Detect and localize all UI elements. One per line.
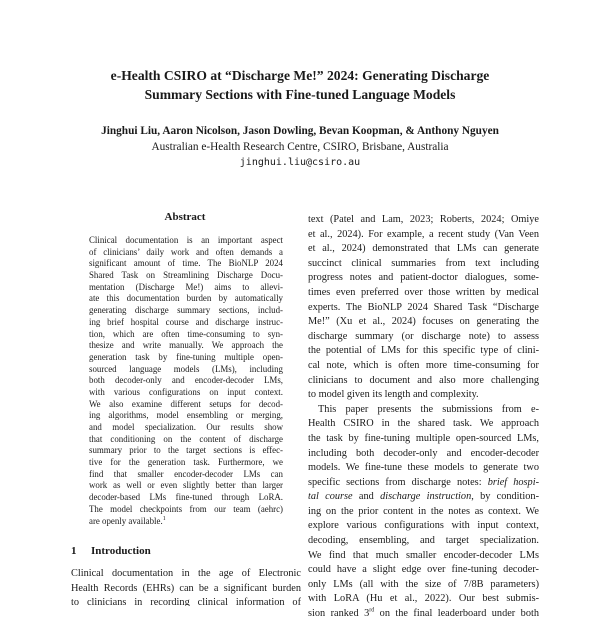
intro-line: Clinical documentation in the age of Electronic (71, 568, 301, 579)
body-text: sion ranked 3 (308, 608, 370, 617)
body-line (308, 607, 539, 617)
body-text: specific sections from discharge notes: (308, 476, 488, 488)
body-line: progress notes and patient-doctor dialogues, some- (308, 272, 539, 284)
abstract-line: generating discharge summary sections, includ- (89, 305, 283, 316)
body-line: text (Patel and Lam, 2023; Roberts, 2024; Omiye (308, 214, 539, 225)
email: jinghui.liu@csiro.au (239, 157, 361, 168)
abstract-line: both decoder-only and encoder-decoder LMs, (89, 375, 283, 386)
body-line: models. We fine-tune these models to generate two (308, 462, 539, 474)
body-line: cal note, which is often more time-consuming for (308, 359, 539, 371)
abstract-line: ate this documentation burden by automatically (89, 293, 283, 304)
abstract-line: generation task by fine-tuning multiple open- (89, 351, 283, 362)
abstract-line: find that smaller encoder-decoder LMs can (89, 468, 283, 479)
body-line: including both decoder-only and encoder-decoder (308, 447, 539, 459)
body-line: to model given its length and complexity. (308, 389, 479, 401)
abstract-line: tive for the generation task. Furthermore, we (89, 457, 283, 468)
body-text: , by condition- (471, 491, 539, 503)
section-title: Introduction (91, 545, 151, 557)
introduction-body (71, 567, 301, 606)
body-line: et al., 2024) demonstrated that LMs can generate (308, 243, 539, 255)
body-line: et al., 2024). For example, a recent study (Van Veen (308, 228, 539, 240)
abstract-line: ing algorithms, model ensembling or merging, (89, 410, 283, 421)
authors: Jinghui Liu, Aaron Nicolson, Jason Dowling, Bevan Koopman, & Anthony Nguyen (101, 125, 499, 137)
emphasis-text: brief hospi- (487, 476, 539, 488)
body-line: the potential of LMs for this specific type of clini- (308, 345, 539, 357)
abstract-line: thesize and write manually. We approach the (89, 340, 283, 351)
abstract-line: We also examine different setups for decod- (89, 398, 283, 409)
body-line: discharge summary (or discharge note) to assess (308, 330, 539, 342)
body-line: clinicians to document and also more challenging (308, 374, 539, 386)
abstract-line: with various configurations on input context. (89, 386, 283, 397)
abstract-line: mentation (Discharge Me!) aims to allevi- (89, 281, 283, 292)
body-line: experts. The BioNLP 2024 Shared Task “Discharge (308, 301, 539, 313)
abstract-line: Clinical documentation is an important aspect (89, 235, 283, 245)
emphasis-text: tal course (308, 491, 353, 503)
body-line: times even preferred over those written by medical (308, 286, 539, 298)
paper-title (40, 66, 560, 104)
body-line: ing on the prior content in the notes as context. We (308, 505, 539, 517)
ordinal-superscript: rd (369, 607, 375, 614)
abstract-line: summary prior to the target sections is effec- (89, 445, 283, 456)
footnote-mark[interactable]: 1 (162, 515, 166, 522)
abstract-line: Shared Task on Streamlining Discharge Docu- (89, 270, 283, 281)
body-line: only LMs (all with the size of 7/8B parameters) (308, 578, 539, 590)
body-line (308, 476, 539, 491)
abstract-line: that conditioning on the content of discharge (89, 433, 283, 444)
right-column-body (308, 213, 539, 617)
abstract-last-text: are openly available. (89, 515, 163, 526)
abstract-heading: Abstract (164, 211, 206, 223)
body-line (308, 490, 539, 505)
abstract-line: significant amount of time. The BioNLP 2024 (89, 258, 283, 269)
intro-line: Health Records (EHRs) can be a significant burden (71, 582, 301, 594)
abstract-line: tion, which are often time-consuming to syn- (89, 328, 283, 339)
emphasis-text: discharge instruction (380, 491, 472, 503)
section-number: 1 (71, 545, 77, 557)
body-line: Me!” (Xu et al., 2024) focuses on generating the (308, 316, 539, 328)
body-text: on the final leaderboard under both (374, 608, 539, 617)
body-line: decoding, ensembling, and target specialization. (308, 535, 539, 547)
affiliation: Australian e-Health Research Centre, CSIRO, Brisbane, Australia (151, 141, 449, 153)
body-line: We find that much smaller encoder-decoder LMs (308, 549, 539, 561)
body-text: and (352, 491, 381, 503)
body-line: succinct clinical summaries from text including (308, 257, 539, 269)
intro-line: to clinicians in recording clinical information of (71, 597, 301, 607)
abstract-line: The model checkpoints from our team (aehrc) (89, 503, 283, 514)
abstract-last-line (89, 516, 283, 528)
abstract-line: work as well or even slightly better than larger (89, 480, 283, 491)
body-line: This paper presents the submissions from e- (318, 403, 539, 415)
abstract-line: decoder-based LMs fine-tuned through LoRA. (89, 492, 283, 503)
abstract-line: and model specialization. Our results show (89, 422, 283, 432)
body-line: explore various configurations with input context, (308, 520, 539, 532)
abstract-line: ing brief hospital course and discharge instruc- (89, 316, 283, 327)
body-line: Health CSIRO in the shared task. We approach (308, 418, 539, 430)
title-line-1: e-Health CSIRO at “Discharge Me!” 2024: Generating Discharge (110, 68, 490, 83)
abstract-line: sourced language models (LMs), including (89, 363, 283, 374)
abstract-body (89, 235, 283, 527)
body-line: the task by fine-tuning multiple open-sourced LMs, (308, 432, 539, 444)
title-line-2: Summary Sections with Fine-tuned Language Models (144, 87, 456, 102)
body-line: with LoRA (Hu et al., 2022). Our best submis- (308, 593, 539, 605)
body-line: could have a slight edge over fine-tuning decoder- (308, 564, 539, 576)
section-heading-introduction (71, 544, 301, 558)
abstract-line: of clinicians’ daily work and often demands a (89, 246, 283, 257)
